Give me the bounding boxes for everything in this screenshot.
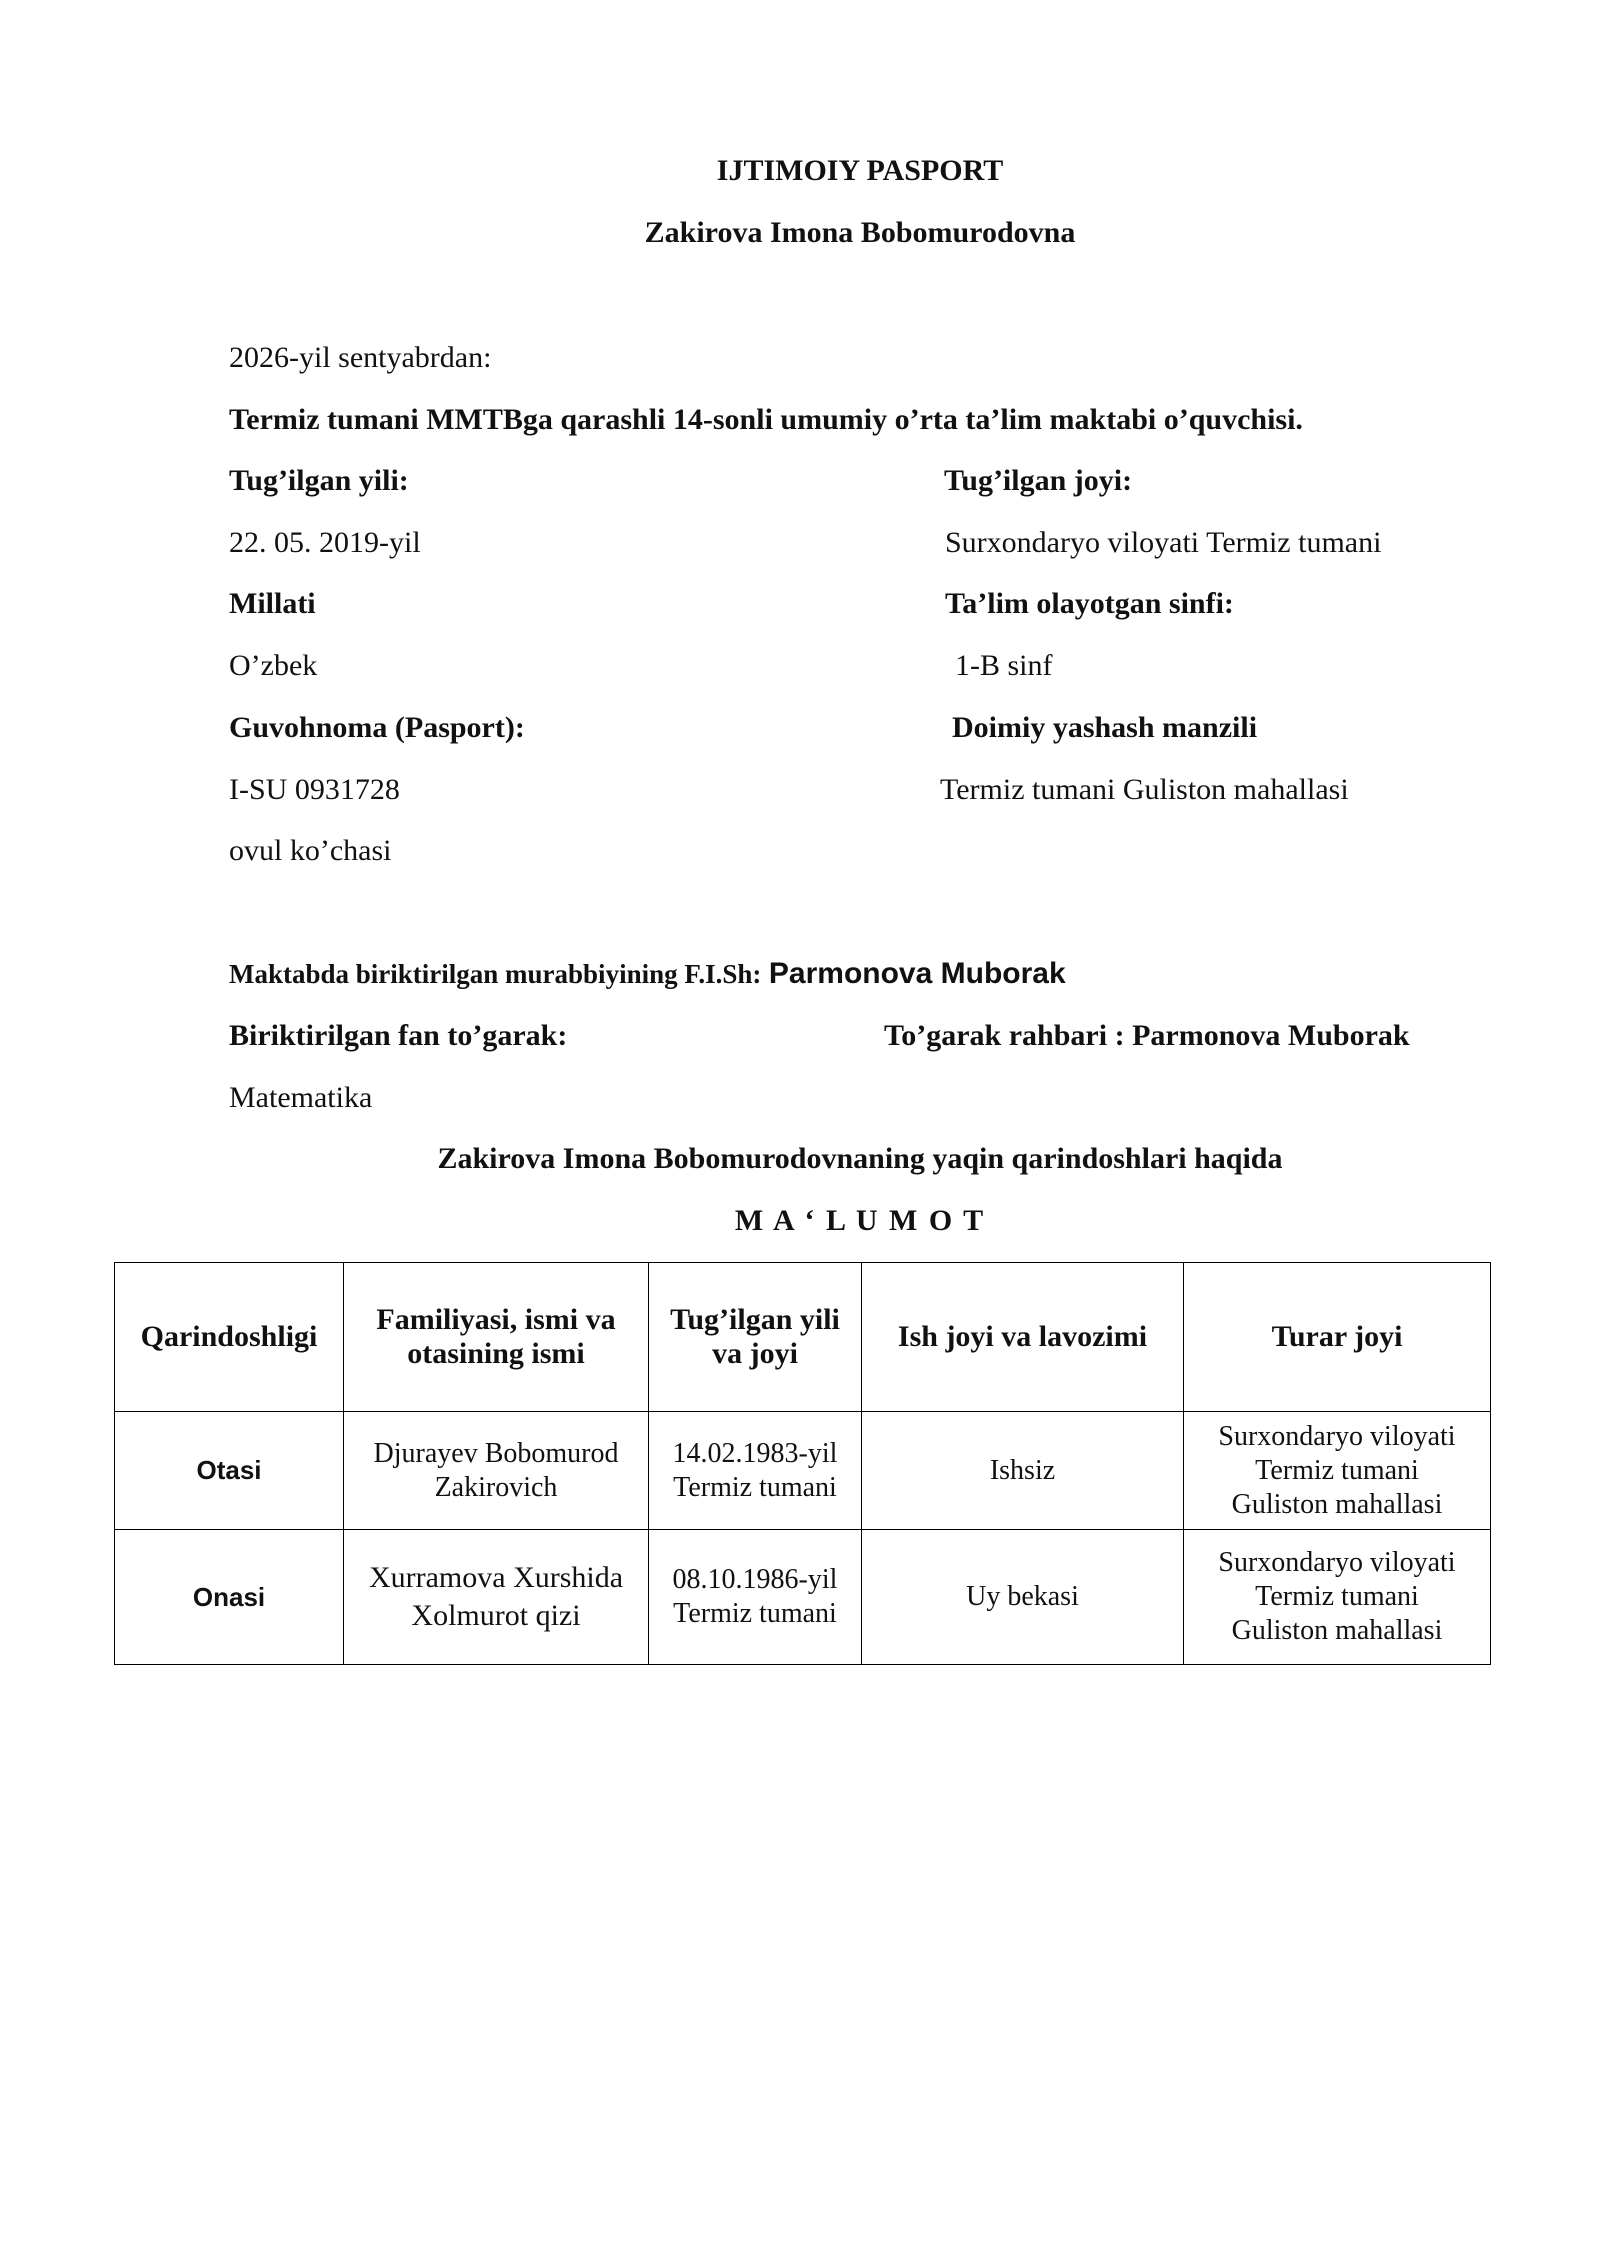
document-title: IJTIMOIY PASPORT	[716, 154, 1004, 187]
column-header: Qarindoshligi	[115, 1263, 344, 1412]
table-header-row	[115, 1263, 1491, 1412]
birth-place-label: Tug’ilgan joyi:	[944, 464, 1133, 497]
residence-cell: Surxondaryo viloyati Termiz tumani Guliston mahallasi	[1184, 1412, 1491, 1530]
column-header: Turar joyi	[1184, 1263, 1491, 1412]
class-value: 1-B sinf	[955, 649, 1053, 682]
subject-value: Matematika	[229, 1081, 373, 1114]
nationality-value: O’zbek	[229, 649, 318, 682]
relatives-subheading: M A ‘ L U M O T	[734, 1204, 986, 1237]
mentor-name: Parmonova Muborak	[768, 957, 1066, 990]
birth-year-value: 22. 05. 2019-yil	[229, 526, 421, 559]
table-row	[115, 1530, 1491, 1665]
subject-label: Biriktirilgan fan to’garak:	[229, 1019, 568, 1052]
job-cell: Uy bekasi	[862, 1530, 1184, 1665]
student-name: Zakirova Imona Bobomurodovna	[644, 216, 1076, 249]
address-value: Termiz tumani Guliston mahallasi	[940, 773, 1349, 806]
table-row	[115, 1412, 1491, 1530]
address-extra: ovul ko’chasi	[229, 834, 392, 867]
relation-cell: Onasi	[115, 1530, 344, 1665]
mentor-label: Maktabda biriktirilgan murabbiyining F.I.Sh:	[229, 959, 762, 989]
birth-year-label: Tug’ilgan yili:	[229, 464, 409, 497]
name-cell: Xurramova Xurshida Xolmurot qizi	[344, 1530, 649, 1665]
relation-cell: Otasi	[115, 1412, 344, 1530]
nationality-label: Millati	[229, 587, 316, 620]
mentor-line	[229, 956, 1066, 992]
date-line: 2026-yil sentyabrdan:	[229, 341, 492, 374]
birth-cell: 14.02.1983-yil Termiz tumani	[649, 1412, 862, 1530]
column-header: Ish joyi va lavozimi	[862, 1263, 1184, 1412]
column-header: Familiyasi, ismi va otasining ismi	[344, 1263, 649, 1412]
residence-cell: Surxondaryo viloyati Termiz tumani Guliston mahallasi	[1184, 1530, 1491, 1665]
name-cell: Djurayev Bobomurod Zakirovich	[344, 1412, 649, 1530]
relatives-table	[114, 1262, 1491, 1665]
passport-value: I-SU 0931728	[229, 773, 400, 806]
birth-place-value: Surxondaryo viloyati Termiz tumani	[945, 526, 1382, 559]
relatives-heading: Zakirova Imona Bobomurodovnaning yaqin qarindoshlari haqida	[437, 1142, 1283, 1175]
job-cell: Ishsiz	[862, 1412, 1184, 1530]
club-leader: To’garak rahbari : Parmonova Muborak	[884, 1019, 1410, 1052]
column-header: Tug’ilgan yili va joyi	[649, 1263, 862, 1412]
address-label: Doimiy yashash manzili	[952, 711, 1258, 744]
birth-cell: 08.10.1986-yil Termiz tumani	[649, 1530, 862, 1665]
class-label: Ta’lim olayotgan sinfi:	[945, 587, 1234, 620]
school-line: Termiz tumani MMTBga qarashli 14-sonli umumiy o’rta ta’lim maktabi o’quvchisi.	[229, 403, 1303, 436]
passport-label: Guvohnoma (Pasport):	[229, 711, 525, 744]
